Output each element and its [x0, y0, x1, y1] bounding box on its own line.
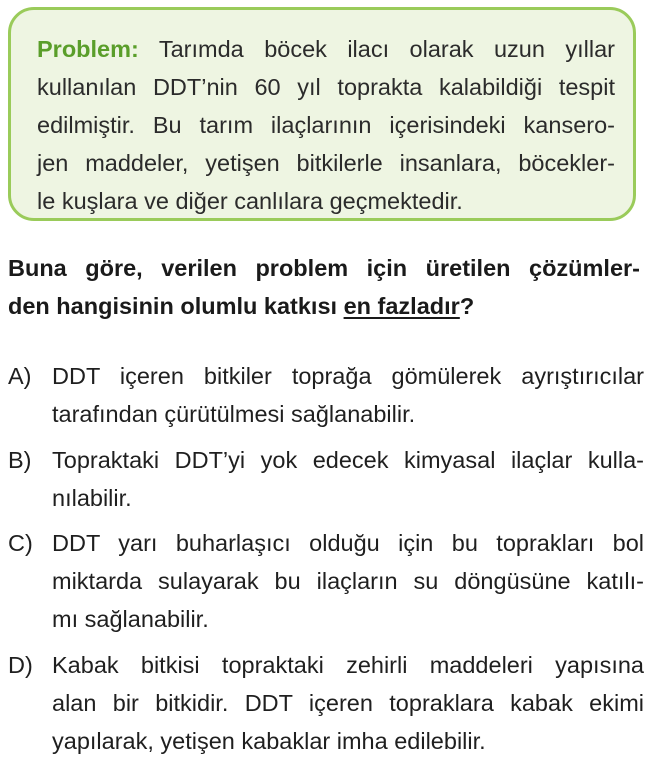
option-a[interactable] — [8, 357, 644, 433]
problem-label: Problem: — [37, 36, 139, 62]
option-b-line-1: Topraktaki DDT’yi yok edecek kimyasal ilaçlar kulla- — [52, 447, 644, 473]
option-d-line-3: yapılarak, yetişen kabaklar imha edilebilir. — [52, 728, 486, 754]
option-a-letter: A) — [8, 363, 32, 389]
option-b-line-2: nılabilir. — [52, 485, 132, 511]
option-b-text — [52, 441, 644, 517]
problem-line-5: le kuşlara ve diğer canlılara geçmektedir. — [37, 188, 463, 214]
question-line-2 — [8, 287, 640, 325]
option-a-line-1: DDT içeren bitkiler toprağa gömülerek ayrıştırıcılar — [52, 363, 644, 389]
option-d-text — [52, 646, 644, 760]
problem-box — [8, 7, 636, 221]
problem-line-2: kullanılan DDT’nin 60 yıl toprakta kalabildiği tespit — [37, 74, 615, 100]
question-stem — [8, 249, 640, 325]
option-c[interactable] — [8, 524, 644, 638]
option-d-letter: D) — [8, 652, 33, 678]
option-b[interactable] — [8, 441, 644, 517]
option-c-text — [52, 524, 644, 638]
question-mark: ? — [459, 293, 475, 319]
problem-line-1 — [37, 30, 615, 68]
problem-text-1: Tarımda böcek ilacı olarak uzun yıllar — [138, 36, 615, 62]
problem-line-4: jen maddeler, yetişen bitkilerle insanlara, böcekler- — [37, 150, 615, 176]
option-a-line-2: tarafından çürütülmesi sağlanabilir. — [52, 401, 416, 427]
option-d[interactable] — [8, 646, 644, 760]
option-c-line-1: DDT yarı buharlaşıcı olduğu için bu toprakları bol — [52, 530, 644, 556]
problem-line-3: edilmiştir. Bu tarım ilaçlarının içerisindeki kansero- — [37, 112, 615, 138]
option-d-line-2: alan bir bitkidir. DDT içeren topraklara kabak ekimi — [52, 690, 644, 716]
option-d-line-1: Kabak bitkisi topraktaki zehirli maddeleri yapısına — [52, 652, 644, 678]
question-line-1: Buna göre, verilen problem için üretilen çözümler- — [8, 255, 640, 281]
option-c-line-2: miktarda sulayarak bu ilaçların su döngüsüne katılı- — [52, 568, 644, 594]
option-b-letter: B) — [8, 447, 32, 473]
question-emphasis: en fazladır — [343, 293, 460, 319]
option-c-letter: C) — [8, 530, 33, 556]
option-c-line-3: mı sağlanabilir. — [52, 606, 209, 632]
question-line-2-text: den hangisinin olumlu katkısı — [8, 293, 344, 319]
option-a-text — [52, 357, 644, 433]
